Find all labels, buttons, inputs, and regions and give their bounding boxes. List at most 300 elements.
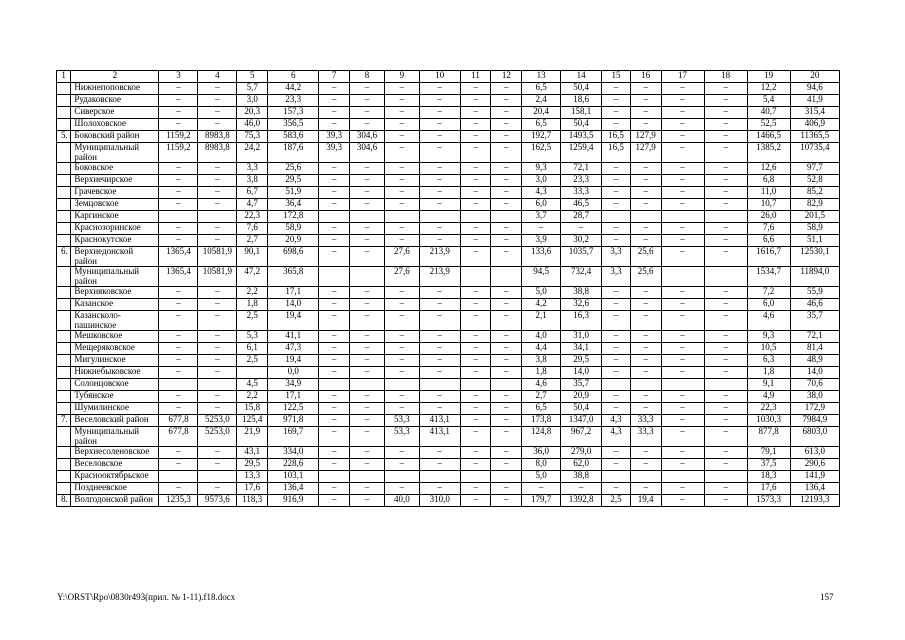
table-cell: 9573,6 [198, 495, 237, 507]
table-cell: – [630, 403, 661, 415]
table-row [57, 459, 840, 471]
table-cell: 20,9 [561, 391, 602, 403]
table-cell: 169,7 [268, 427, 319, 447]
row-name: Веселовское [71, 459, 159, 471]
table-cell [491, 471, 522, 483]
table-cell: 16,3 [561, 311, 602, 331]
table-cell: 14,0 [268, 299, 319, 311]
table-cell: 51,1 [790, 235, 839, 247]
table-cell: – [630, 483, 661, 495]
table-cell [384, 211, 419, 223]
table-cell: 8,0 [522, 459, 561, 471]
table-cell: 39,3 [319, 143, 350, 163]
row-number [57, 427, 71, 447]
table-cell: – [319, 403, 350, 415]
table-cell: – [704, 287, 747, 299]
table-cell: – [350, 459, 385, 471]
table-cell: 16,5 [602, 143, 631, 163]
table-cell [704, 379, 747, 391]
table-cell: – [491, 391, 522, 403]
table-cell: 103,1 [268, 471, 319, 483]
table-cell: – [630, 343, 661, 355]
table-cell: 20,3 [237, 107, 268, 119]
table-cell: – [602, 391, 631, 403]
table-cell: 3,0 [237, 95, 268, 107]
table-cell: 4,6 [747, 311, 790, 331]
table-cell: – [491, 131, 522, 143]
table-cell: – [419, 83, 460, 95]
table-cell: – [198, 447, 237, 459]
table-cell: – [159, 199, 198, 211]
table-cell: 6,8 [747, 175, 790, 187]
table-cell: 46,0 [237, 119, 268, 131]
table-cell: – [460, 119, 491, 131]
row-name: Шолоховское [71, 119, 159, 131]
table-cell: 732,4 [561, 267, 602, 287]
table-cell: – [159, 483, 198, 495]
table-cell: 4,0 [522, 331, 561, 343]
table-cell: – [704, 343, 747, 355]
table-row [57, 131, 840, 143]
table-cell: 50,4 [561, 403, 602, 415]
table-cell: – [491, 367, 522, 379]
table-cell: – [384, 331, 419, 343]
table-cell [319, 471, 350, 483]
table-cell [630, 471, 661, 483]
table-cell: – [460, 235, 491, 247]
table-cell: 6,5 [522, 83, 561, 95]
row-name: Нижнебыковское [71, 367, 159, 379]
table-cell: – [384, 143, 419, 163]
table-cell: – [159, 403, 198, 415]
row-name: Верхняковское [71, 287, 159, 299]
table-cell: – [630, 331, 661, 343]
table-cell: – [602, 187, 631, 199]
table-cell: – [350, 223, 385, 235]
row-name: Верхнечирское [71, 175, 159, 187]
table-cell: – [661, 163, 704, 175]
table-cell: – [460, 415, 491, 427]
row-number [57, 187, 71, 199]
table-cell: – [384, 391, 419, 403]
table-cell [419, 211, 460, 223]
table-cell: – [319, 107, 350, 119]
table-cell: – [159, 119, 198, 131]
table-cell: 17,6 [237, 483, 268, 495]
row-number: 6. [57, 247, 71, 267]
table-cell: 213,9 [419, 247, 460, 267]
table-cell: – [350, 403, 385, 415]
table-cell: – [704, 495, 747, 507]
table-cell: – [661, 287, 704, 299]
table-cell: 17,1 [268, 391, 319, 403]
table-cell: – [350, 495, 385, 507]
table-cell: 16,5 [602, 131, 631, 143]
table-cell: – [460, 143, 491, 163]
table-cell: – [661, 447, 704, 459]
row-number [57, 459, 71, 471]
table-cell: – [602, 107, 631, 119]
table-cell: – [159, 95, 198, 107]
table-cell: 122,5 [268, 403, 319, 415]
table-cell: – [460, 343, 491, 355]
table-cell: – [704, 415, 747, 427]
table-cell: – [704, 131, 747, 143]
table-cell: – [460, 131, 491, 143]
table-cell: 1385,2 [747, 143, 790, 163]
table-cell [704, 267, 747, 287]
table-cell: – [159, 223, 198, 235]
table-cell: 1466,5 [747, 131, 790, 143]
column-number: 13 [522, 71, 561, 83]
table-cell: – [419, 343, 460, 355]
table-cell: – [661, 355, 704, 367]
table-cell: 413,1 [419, 415, 460, 427]
table-cell: – [198, 355, 237, 367]
table-cell: 41,9 [790, 95, 839, 107]
table-row [57, 403, 840, 415]
table-cell: – [350, 331, 385, 343]
table-cell: – [384, 343, 419, 355]
table-cell: – [491, 331, 522, 343]
row-name: Мешковское [71, 331, 159, 343]
column-number: 17 [661, 71, 704, 83]
row-number [57, 267, 71, 287]
table-cell: – [419, 119, 460, 131]
table-cell [159, 379, 198, 391]
table-cell: – [159, 331, 198, 343]
table-cell: 2,2 [237, 391, 268, 403]
row-name: Казансколо-пашинское [71, 311, 159, 331]
table-cell: 11894,0 [790, 267, 839, 287]
table-cell: – [198, 223, 237, 235]
table-cell: – [491, 95, 522, 107]
table-cell: 75,3 [237, 131, 268, 143]
row-name: Муниципальный район [71, 143, 159, 163]
table-cell: 35,7 [790, 311, 839, 331]
table-cell [350, 471, 385, 483]
column-number: 10 [419, 71, 460, 83]
table-cell: 2,1 [522, 311, 561, 331]
table-cell: – [561, 223, 602, 235]
table-cell: – [661, 119, 704, 131]
table-cell: – [491, 355, 522, 367]
table-cell: – [419, 459, 460, 471]
table-cell: 25,6 [630, 247, 661, 267]
table-cell: 279,0 [561, 447, 602, 459]
table-cell: 133,6 [522, 247, 561, 267]
table-cell: 2,5 [602, 495, 631, 507]
table-cell: – [704, 367, 747, 379]
table-cell: – [630, 391, 661, 403]
table-cell: – [419, 163, 460, 175]
table-cell: 1035,7 [561, 247, 602, 267]
table-cell: – [491, 483, 522, 495]
table-cell: – [159, 299, 198, 311]
table-cell [460, 211, 491, 223]
table-cell: – [319, 199, 350, 211]
table-cell: – [419, 403, 460, 415]
table-cell: 1365,4 [159, 267, 198, 287]
table-cell: 1616,7 [747, 247, 790, 267]
table-cell: 334,0 [268, 447, 319, 459]
table-cell: – [491, 311, 522, 331]
table-cell: 141,9 [790, 471, 839, 483]
row-name: Земцовское [71, 199, 159, 211]
table-cell: – [491, 403, 522, 415]
row-number [57, 175, 71, 187]
row-number [57, 211, 71, 223]
table-cell [704, 471, 747, 483]
column-number: 15 [602, 71, 631, 83]
table-cell: – [159, 367, 198, 379]
row-number [57, 83, 71, 95]
table-cell: 1493,5 [561, 131, 602, 143]
table-cell: – [491, 83, 522, 95]
table-cell: 12193,3 [790, 495, 839, 507]
table-cell: – [198, 459, 237, 471]
table-cell: 698,6 [268, 247, 319, 267]
column-number: 5 [237, 71, 268, 83]
table-cell: – [661, 343, 704, 355]
row-name: Каргинское [71, 211, 159, 223]
table-cell: 187,6 [268, 143, 319, 163]
table-cell: 38,8 [561, 287, 602, 299]
table-cell: – [319, 343, 350, 355]
table-cell: – [319, 415, 350, 427]
table-cell: – [419, 391, 460, 403]
table-cell: – [384, 223, 419, 235]
table-cell: 19,4 [268, 355, 319, 367]
table-cell: 70,6 [790, 379, 839, 391]
table-cell: 406,9 [790, 119, 839, 131]
table-cell: 14,0 [561, 367, 602, 379]
table-cell [159, 471, 198, 483]
table-cell [350, 267, 385, 287]
table-cell: 94,6 [790, 83, 839, 95]
table-cell: – [491, 427, 522, 447]
row-number [57, 391, 71, 403]
table-cell: – [602, 459, 631, 471]
table-cell: – [602, 163, 631, 175]
table-cell: – [491, 247, 522, 267]
table-cell: 967,2 [561, 427, 602, 447]
table-cell: – [630, 175, 661, 187]
table-cell: – [460, 299, 491, 311]
table-cell: – [319, 311, 350, 331]
table-cell: 34,1 [561, 343, 602, 355]
column-number: 3 [159, 71, 198, 83]
table-cell: 172,8 [268, 211, 319, 223]
table-cell: 6,3 [747, 355, 790, 367]
table-cell: – [419, 187, 460, 199]
table-cell: – [319, 163, 350, 175]
table-cell: – [630, 235, 661, 247]
table-cell: 38,8 [561, 471, 602, 483]
table-row [57, 247, 840, 267]
table-cell: 18,3 [747, 471, 790, 483]
table-cell: – [319, 447, 350, 459]
table-cell: – [460, 483, 491, 495]
table-cell: – [159, 235, 198, 247]
table-cell: – [630, 95, 661, 107]
table-cell: – [319, 495, 350, 507]
table-cell: 47,3 [268, 343, 319, 355]
table-cell: – [350, 311, 385, 331]
table-cell: – [198, 299, 237, 311]
table-cell [350, 211, 385, 223]
row-number [57, 143, 71, 163]
table-cell: 53,3 [384, 427, 419, 447]
column-number: 20 [790, 71, 839, 83]
table-row [57, 495, 840, 507]
table-row [57, 355, 840, 367]
table-cell: 916,9 [268, 495, 319, 507]
row-name: Волгодонской район [71, 495, 159, 507]
table-cell: 677,8 [159, 427, 198, 447]
table-row [57, 367, 840, 379]
table-cell: 179,7 [522, 495, 561, 507]
table-cell: – [602, 223, 631, 235]
row-name: Муниципальный район [71, 427, 159, 447]
table-cell: – [704, 299, 747, 311]
table-cell [630, 379, 661, 391]
table-cell: 1,8 [522, 367, 561, 379]
table-cell: 6,7 [237, 187, 268, 199]
table-cell: 27,6 [384, 247, 419, 267]
table-cell: – [319, 331, 350, 343]
table-cell [630, 211, 661, 223]
table-cell: – [704, 107, 747, 119]
table-cell: 5253,0 [198, 427, 237, 447]
row-number: 5. [57, 131, 71, 143]
table-cell: – [661, 391, 704, 403]
row-name: Веселовский район [71, 415, 159, 427]
table-cell [384, 379, 419, 391]
table-cell: – [198, 107, 237, 119]
row-name: Верхнесоленовское [71, 447, 159, 459]
table-cell [460, 267, 491, 287]
table-cell: 2,7 [522, 391, 561, 403]
table-cell [661, 379, 704, 391]
table-cell: – [198, 311, 237, 331]
table-cell: – [491, 175, 522, 187]
table-cell: 11,0 [747, 187, 790, 199]
table-cell [198, 379, 237, 391]
table-cell: – [704, 331, 747, 343]
table-cell: 58,9 [268, 223, 319, 235]
table-cell: – [198, 483, 237, 495]
table-cell: 33,3 [630, 415, 661, 427]
row-name: Нижнепоповское [71, 83, 159, 95]
row-name: Солонцовское [71, 379, 159, 391]
table-cell: – [661, 247, 704, 267]
table-cell: – [319, 235, 350, 247]
table-cell: 365,8 [268, 267, 319, 287]
table-cell: – [704, 83, 747, 95]
table-cell: – [319, 459, 350, 471]
table-cell [198, 211, 237, 223]
row-number [57, 343, 71, 355]
table-cell: 23,3 [561, 175, 602, 187]
table-cell: 17,6 [747, 483, 790, 495]
table-cell: 125,4 [237, 415, 268, 427]
table-row [57, 483, 840, 495]
table-cell: 6803,0 [790, 427, 839, 447]
table-cell: 25,6 [630, 267, 661, 287]
table-cell: 29,5 [237, 459, 268, 471]
column-number: 16 [630, 71, 661, 83]
table-cell: – [198, 199, 237, 211]
table-cell: 9,1 [747, 379, 790, 391]
row-name: Мигулинское [71, 355, 159, 367]
table-cell: – [319, 299, 350, 311]
table-cell: 4,4 [522, 343, 561, 355]
table-cell: – [704, 247, 747, 267]
table-cell: 4,3 [602, 415, 631, 427]
table-cell: – [350, 447, 385, 459]
table-cell: 192,7 [522, 131, 561, 143]
table-row [57, 299, 840, 311]
table-cell: – [630, 199, 661, 211]
table-cell: 2,5 [237, 355, 268, 367]
table-cell: 4,3 [522, 187, 561, 199]
table-cell: – [350, 119, 385, 131]
table-cell [159, 211, 198, 223]
row-name: Боковский район [71, 131, 159, 143]
table-cell: – [460, 447, 491, 459]
table-cell: 413,1 [419, 427, 460, 447]
table-cell: 6,1 [237, 343, 268, 355]
table-cell: – [704, 119, 747, 131]
row-number [57, 311, 71, 331]
table-cell: 7984,9 [790, 415, 839, 427]
table-cell: – [319, 175, 350, 187]
table-cell: – [460, 355, 491, 367]
table-cell: – [704, 403, 747, 415]
table-cell: 14,0 [790, 367, 839, 379]
table-cell: – [350, 199, 385, 211]
row-number [57, 447, 71, 459]
table-cell: 19,4 [268, 311, 319, 331]
table-cell: 50,4 [561, 83, 602, 95]
table-cell: – [704, 223, 747, 235]
table-cell: – [419, 355, 460, 367]
table-cell: – [661, 427, 704, 447]
table-cell: – [350, 83, 385, 95]
table-cell: – [159, 355, 198, 367]
table-cell: 1030,3 [747, 415, 790, 427]
table-cell: – [630, 367, 661, 379]
table-cell: – [460, 391, 491, 403]
table-cell: 79,1 [747, 447, 790, 459]
table-cell: – [661, 235, 704, 247]
table-cell: – [460, 427, 491, 447]
table-cell: – [704, 447, 747, 459]
table-cell: – [350, 415, 385, 427]
table-cell: – [319, 367, 350, 379]
table-cell: 22,3 [747, 403, 790, 415]
table-cell: – [661, 95, 704, 107]
table-cell: 29,5 [268, 175, 319, 187]
table-cell: 46,5 [561, 199, 602, 211]
table-cell: – [419, 131, 460, 143]
table-cell [602, 211, 631, 223]
table-cell: 290,6 [790, 459, 839, 471]
row-number [57, 355, 71, 367]
table-cell: – [384, 131, 419, 143]
table-cell: 20,9 [268, 235, 319, 247]
